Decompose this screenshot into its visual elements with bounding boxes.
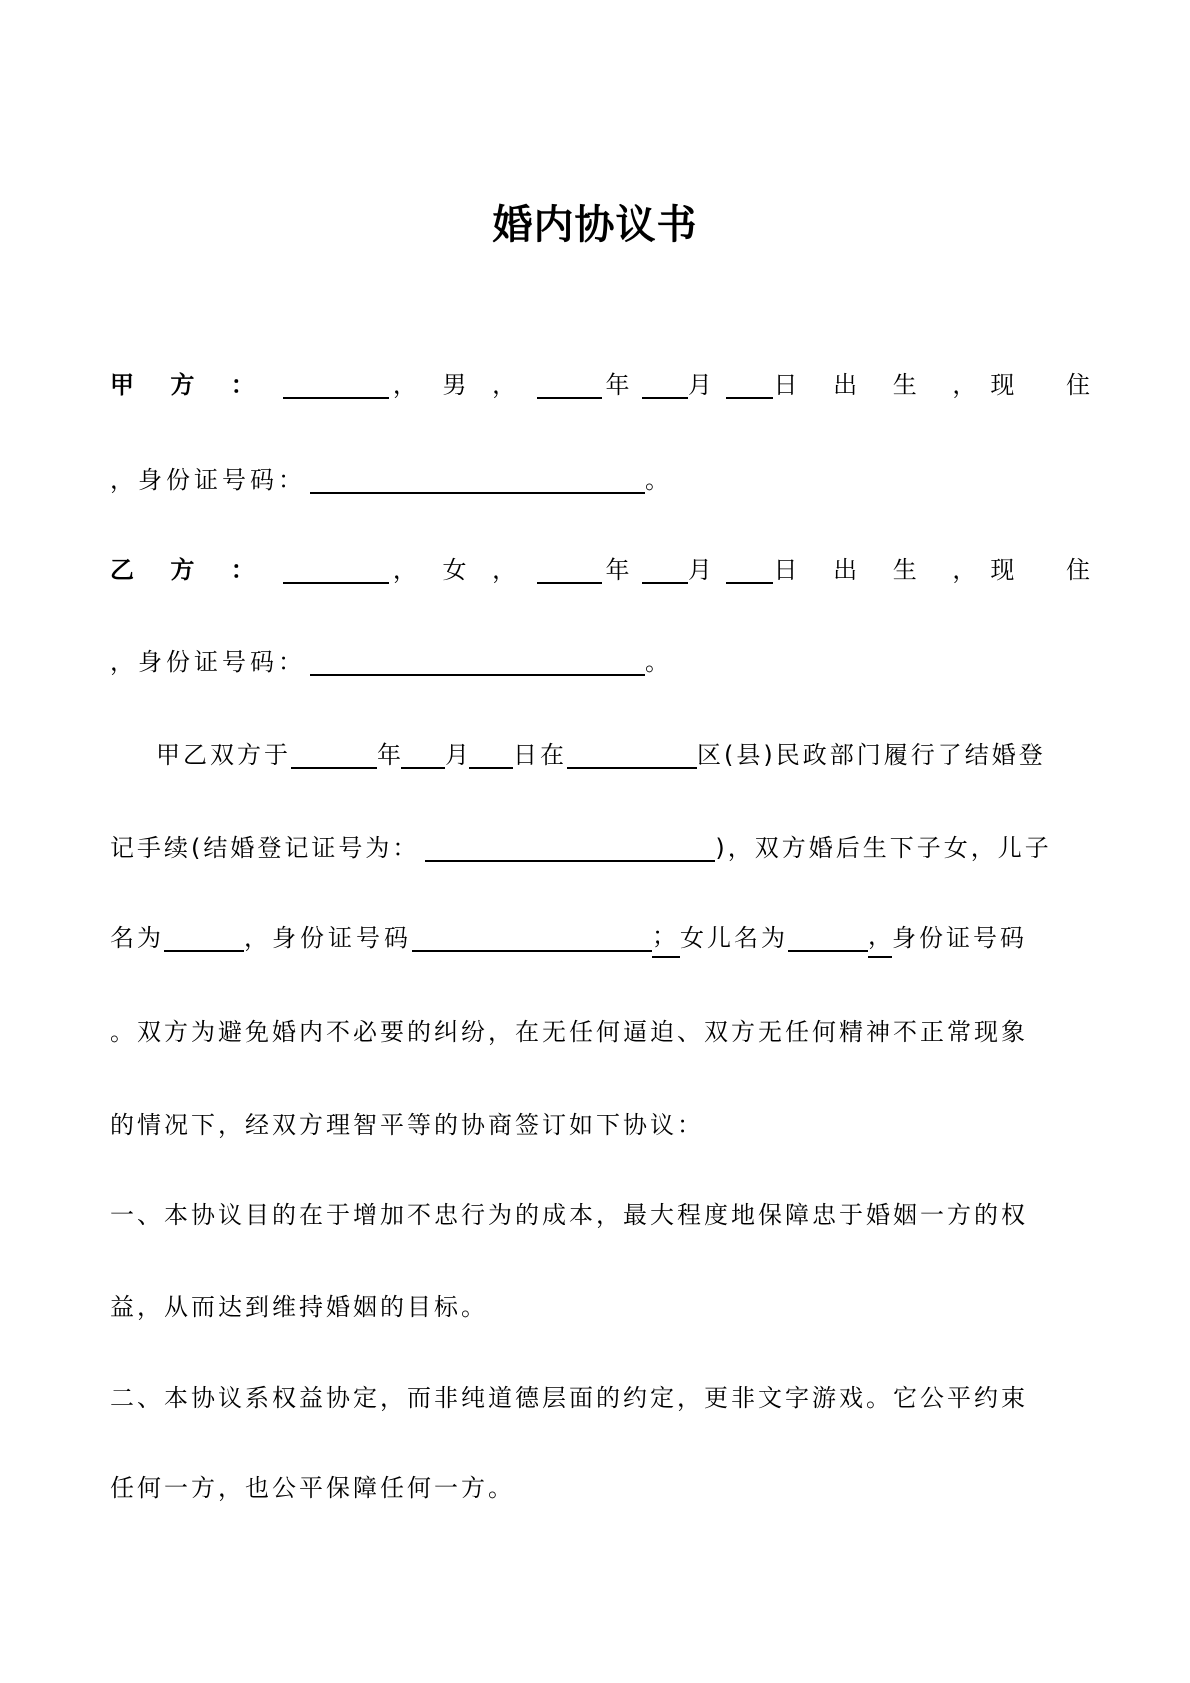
- marriage-district-blank[interactable]: [567, 739, 697, 769]
- clause-2-line-2: [110, 1468, 1090, 1508]
- son-id-semicolon: ；: [652, 916, 680, 958]
- party-b-gender: ， 女 ，: [392, 556, 526, 584]
- party-a-line: [110, 365, 1112, 405]
- clause-1-text-cont: 益，从而达到维持婚姻的目标。: [110, 1293, 488, 1321]
- party-b-month-blank[interactable]: [642, 554, 688, 584]
- party-a-id-blank[interactable]: [310, 464, 645, 494]
- marriage-month-blank[interactable]: [401, 739, 445, 769]
- party-a-year-blank[interactable]: [537, 369, 601, 399]
- son-name-label: 名为: [110, 924, 164, 952]
- marriage-line-2: [110, 828, 1090, 868]
- marriage-agreement-text: 的情况下，经双方理智平等的协商签订如下协议：: [110, 1111, 704, 1139]
- party-b-residence-label: 现 住: [990, 556, 1112, 584]
- marriage-year-blank[interactable]: [291, 739, 377, 769]
- party-a-id-end: 。: [645, 466, 669, 494]
- clause-1-text: 一、本协议目的在于增加不忠行为的成本，最大程度地保障忠于婚姻一方的权: [110, 1201, 1028, 1229]
- marriage-intro: 甲乙双方于: [156, 741, 291, 769]
- party-b-name-blank[interactable]: [283, 554, 389, 584]
- party-b-month-label: 月: [687, 556, 712, 584]
- marriage-purpose-text: 。双方为避免婚内不必要的纠纷，在无任何逼迫、双方无任何精神不正常现象: [110, 1018, 1028, 1046]
- marriage-line2-end: )，双方婚后生下子女，儿子: [715, 834, 1052, 862]
- clause-2-text-cont: 任何一方，也公平保障任何一方。: [110, 1474, 515, 1502]
- party-a-born-label: 日 出 生 ，: [773, 371, 991, 399]
- marriage-line1-end: 区(县)民政部门履行了结婚登: [697, 741, 1046, 769]
- clause-1-line-2: [110, 1287, 1090, 1327]
- party-b-label: 乙 方 ：: [110, 556, 269, 584]
- party-b-born-label: 日 出 生 ，: [773, 556, 991, 584]
- daughter-id-label: 身份证号码: [892, 924, 1027, 952]
- daughter-comma: ，: [868, 916, 892, 958]
- marriage-line-5: [110, 1105, 1090, 1145]
- party-a-id-label: ，身份证号码：: [110, 466, 306, 494]
- daughter-name-blank[interactable]: [788, 922, 868, 952]
- marriage-day-label: 日在: [513, 741, 567, 769]
- party-b-id-line: [110, 642, 1090, 682]
- party-a-residence-label: 现 住: [990, 371, 1112, 399]
- marriage-line-1: [110, 735, 1090, 775]
- marriage-line-4: [110, 1012, 1090, 1052]
- party-a-name-blank[interactable]: [283, 369, 389, 399]
- party-b-id-label: ，身份证号码：: [110, 648, 306, 676]
- party-a-gender: ， 男 ，: [392, 371, 526, 399]
- party-a-month-blank[interactable]: [642, 369, 688, 399]
- party-b-line: [110, 550, 1112, 590]
- clause-2-text: 二、本协议系权益协定，而非纯道德层面的约定，更非文字游戏。它公平约束: [110, 1384, 1028, 1412]
- marriage-line-3: [110, 918, 1090, 958]
- marriage-month-label: 月: [445, 741, 469, 769]
- clause-1-line-1: [110, 1195, 1090, 1235]
- marriage-year-label: 年: [377, 741, 401, 769]
- party-a-label: 甲 方 ：: [110, 371, 269, 399]
- party-b-id-end: 。: [645, 648, 669, 676]
- party-a-day-blank[interactable]: [726, 369, 774, 399]
- party-a-id-line: [110, 460, 1090, 500]
- marriage-cert-blank[interactable]: [425, 832, 715, 862]
- son-id-blank[interactable]: [412, 922, 652, 952]
- marriage-day-blank[interactable]: [469, 739, 513, 769]
- document-title: 婚内协议书: [492, 201, 698, 248]
- marriage-cert-label: 记手续(结婚登记证号为：: [110, 834, 420, 862]
- party-b-year-label: 年: [605, 556, 630, 584]
- son-name-blank[interactable]: [164, 922, 244, 952]
- party-b-year-blank[interactable]: [537, 554, 601, 584]
- clause-2-line-1: [110, 1378, 1090, 1418]
- daughter-name-label: 女儿名为: [680, 924, 788, 952]
- party-a-year-label: 年: [605, 371, 630, 399]
- son-id-label: ，身份证号码: [244, 924, 412, 952]
- party-b-day-blank[interactable]: [726, 554, 774, 584]
- party-b-id-blank[interactable]: [310, 646, 645, 676]
- party-a-month-label: 月: [687, 371, 712, 399]
